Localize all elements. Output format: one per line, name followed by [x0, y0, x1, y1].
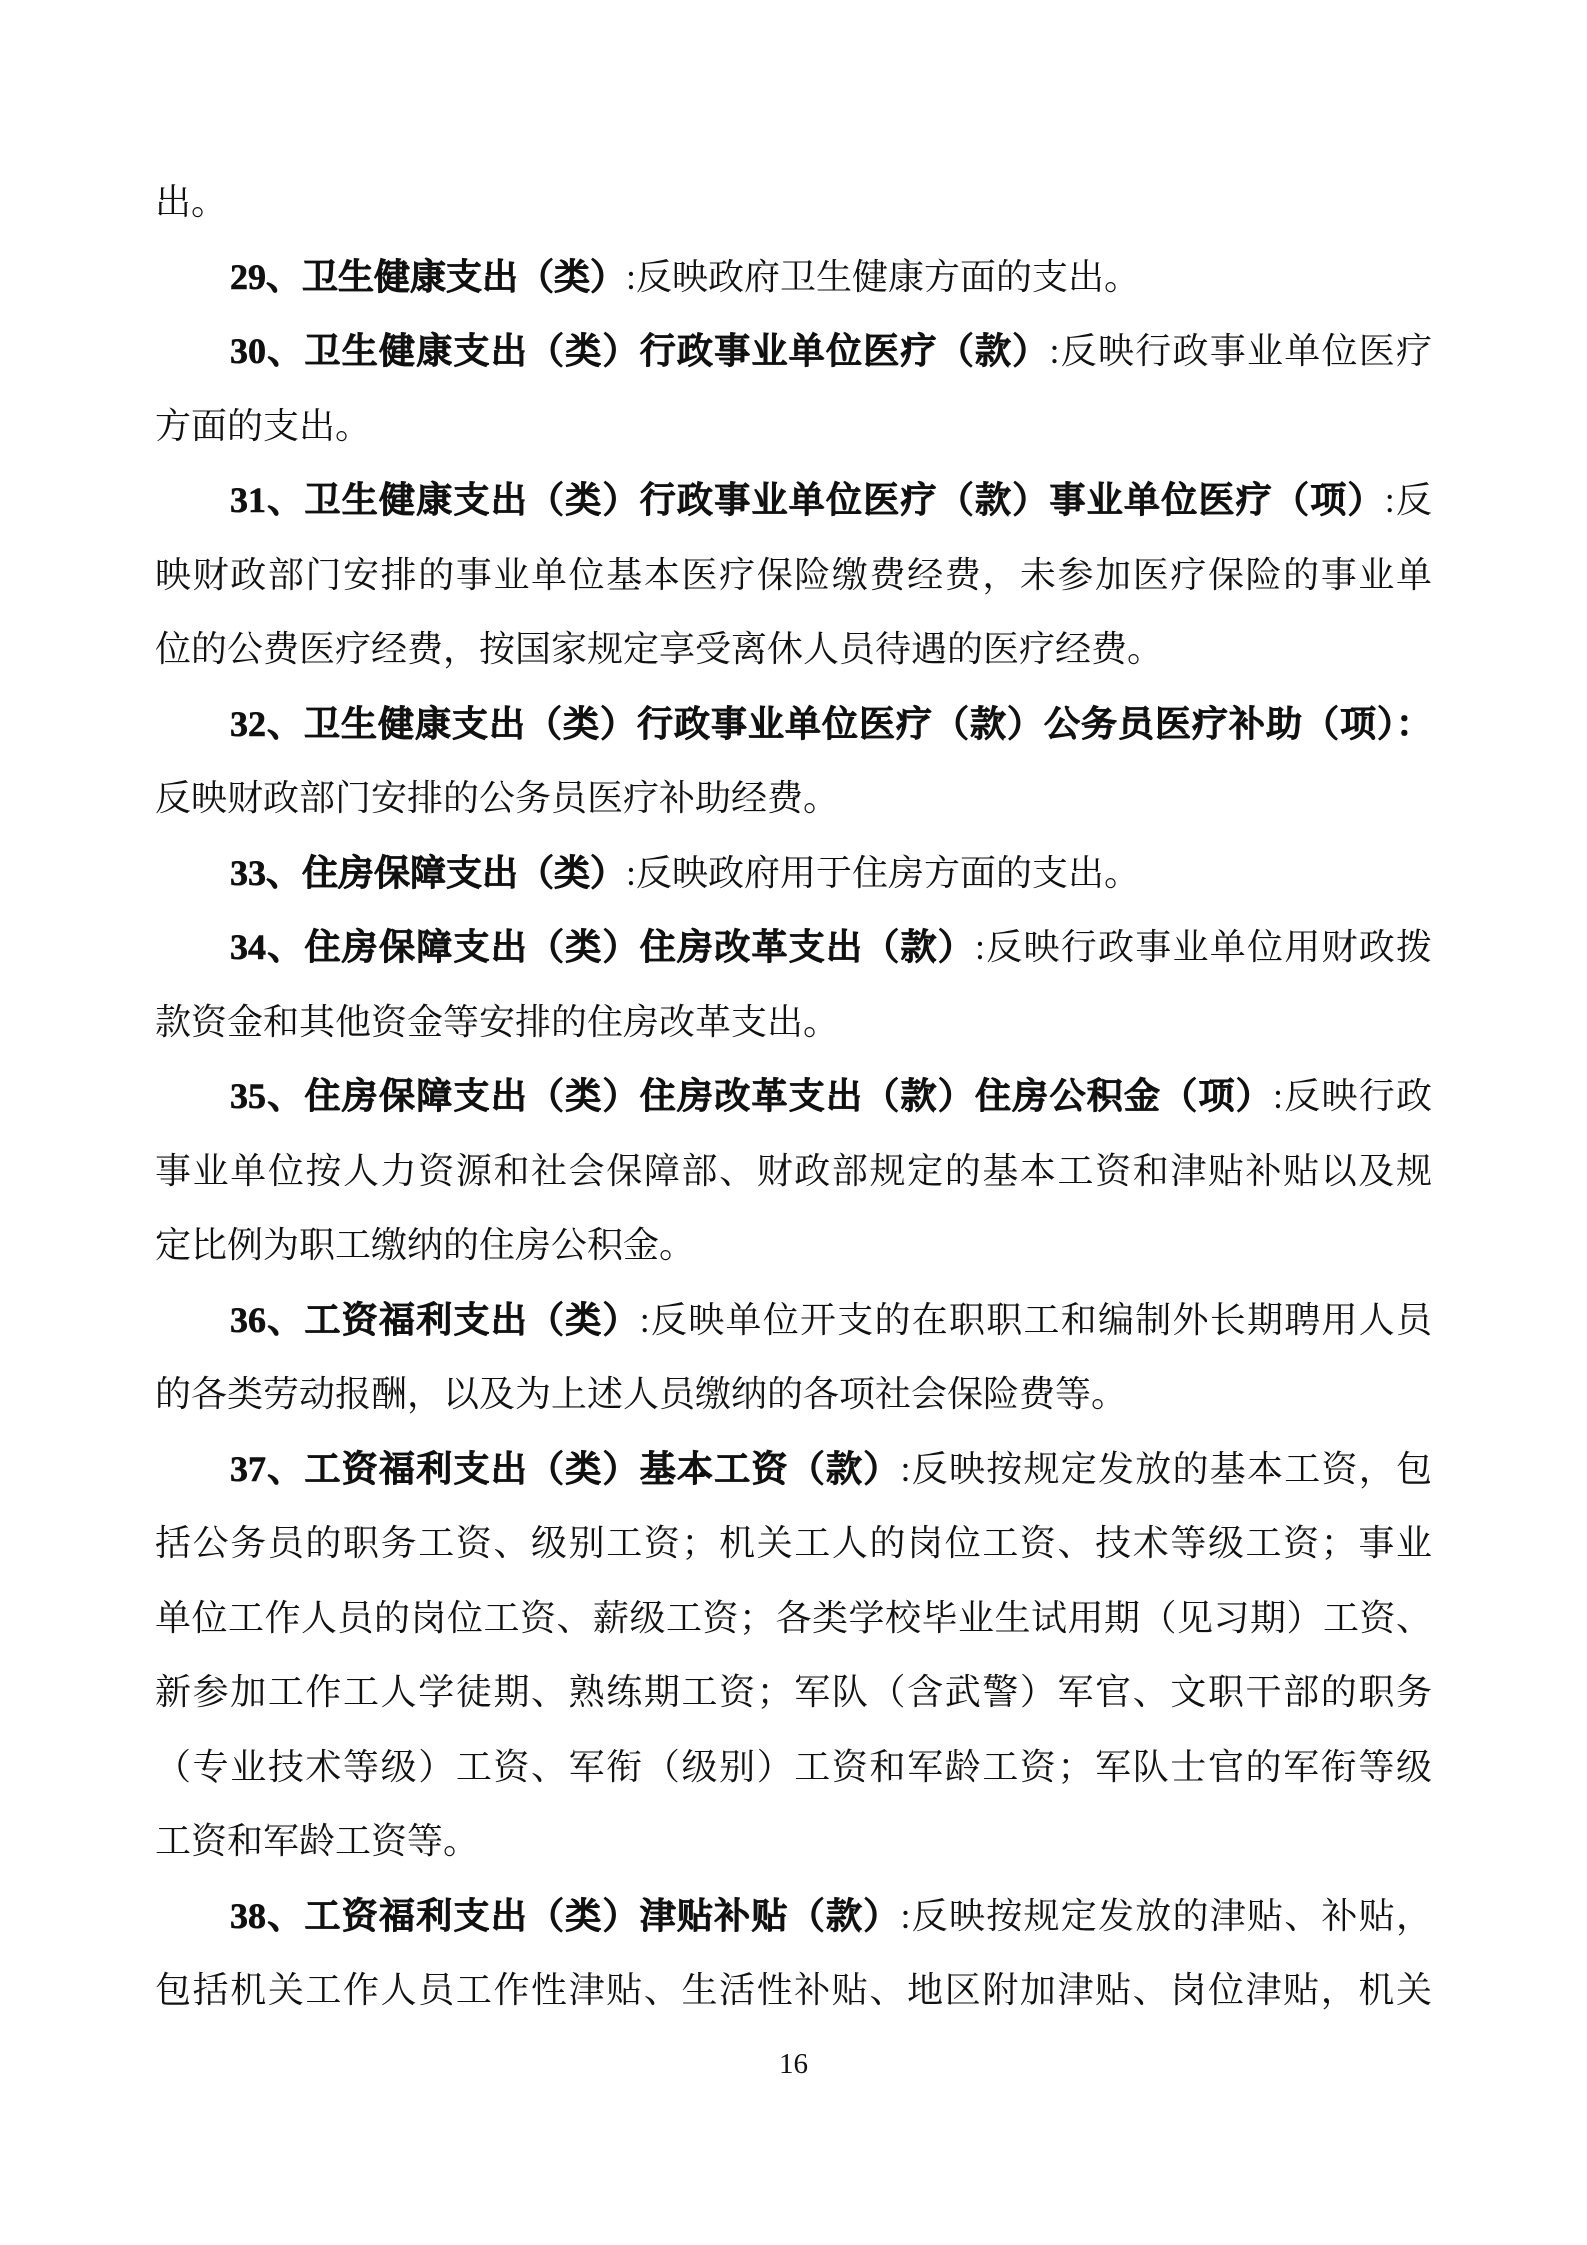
text-segment: 的各类劳动报酬，以及为上述人员缴纳的各项社会保险费等。 [155, 1374, 1128, 1414]
document-text [155, 165, 1432, 2028]
text-segment: 款资金和其他资金等安排的住房改革支出。 [155, 1001, 840, 1042]
text-segment: :反映单位开支的在职职工和编制外长期聘用人员 [639, 1299, 1432, 1340]
text-segment: 事业单位按人力资源和社会保障部、财政部规定的基本工资和津贴补贴以及规 [155, 1150, 1432, 1191]
text-segment-bold: 30、卫生健康支出（类）行政事业单位医疗（款） [230, 331, 1050, 371]
text-line [155, 910, 1432, 985]
text-line [155, 1581, 1432, 1656]
text-line [155, 1953, 1432, 2028]
text-segment: 单位工作人员的岗位工资、薪级工资；各类学校毕业生试用期（见习期）工资、 [155, 1597, 1432, 1638]
text-segment-bold: 29、卫生健康支出（类） [230, 256, 627, 297]
text-line [155, 1879, 1432, 1954]
text-segment-bold: 31、卫生健康支出（类）行政事业单位医疗（款）事业单位医疗（项） [230, 480, 1385, 520]
text-segment: :反映行政事业单位医疗 [1049, 331, 1432, 371]
text-line [155, 1804, 1432, 1879]
text-line [155, 240, 1432, 315]
text-line [155, 1506, 1432, 1581]
text-segment: :反映按规定发放的基本工资，包 [900, 1448, 1432, 1489]
text-segment: 方面的支出。 [155, 405, 372, 446]
text-line [155, 1357, 1432, 1432]
text-segment: 反映财政部门安排的公务员医疗补助经费。 [155, 778, 840, 818]
text-segment: :反映政府卫生健康方面的支出。 [626, 256, 1141, 297]
text-segment: 工资和军龄工资等。 [155, 1821, 480, 1861]
text-line [155, 1283, 1432, 1358]
text-segment: 出。 [155, 182, 228, 222]
text-segment: 括公务员的职务工资、级别工资；机关工人的岗位工资、技术等级工资；事业 [155, 1523, 1432, 1563]
text-segment: 新参加工作工人学徒期、熟练期工资；军队（含武警）军官、文职干部的职务 [155, 1672, 1432, 1712]
text-line [155, 314, 1432, 389]
text-segment-bold: 38、工资福利支出（类）津贴补贴（款） [230, 1895, 901, 1936]
text-line [155, 165, 1432, 240]
text-line [155, 761, 1432, 836]
text-segment-bold: 36、工资福利支出（类） [230, 1299, 640, 1340]
text-line [155, 1730, 1432, 1805]
text-segment: :反 [1384, 480, 1432, 520]
text-line [155, 1134, 1432, 1209]
text-segment-bold: 32、卫生健康支出（类）行政事业单位医疗（款）公务员医疗补助（项）： [230, 703, 1432, 744]
text-line [155, 389, 1432, 464]
text-line [155, 538, 1432, 613]
text-line [155, 1432, 1432, 1507]
text-line [155, 1208, 1432, 1283]
text-segment: 映财政部门安排的事业单位基本医疗保险缴费经费，未参加医疗保险的事业单 [155, 554, 1432, 595]
text-segment: 包括机关工作人员工作性津贴、生活性补贴、地区附加津贴、岗位津贴，机关 [155, 1970, 1432, 2010]
text-segment: （专业技术等级）工资、军衔（级别）工资和军龄工资；军队士官的军衔等级 [155, 1746, 1432, 1787]
text-segment: 定比例为职工缴纳的住房公积金。 [155, 1225, 696, 1265]
text-segment: :反映行政 [1272, 1076, 1432, 1116]
page-number: 16 [779, 2048, 808, 2080]
page-footer [155, 2027, 1432, 2102]
text-segment-bold: 33、住房保障支出（类） [230, 852, 627, 893]
text-line [155, 1059, 1432, 1134]
text-segment: :反映行政事业单位用财政拨 [974, 927, 1432, 967]
text-line [155, 463, 1432, 538]
text-segment-bold: 37、工资福利支出（类）基本工资（款） [230, 1448, 901, 1489]
text-line [155, 612, 1432, 687]
text-segment: :反映政府用于住房方面的支出。 [626, 852, 1141, 893]
text-segment: :反映按规定发放的津贴、补贴， [900, 1895, 1432, 1936]
text-segment-bold: 34、住房保障支出（类）住房改革支出（款） [230, 927, 975, 967]
text-line [155, 836, 1432, 911]
text-line [155, 1655, 1432, 1730]
text-segment: 位的公费医疗经费，按国家规定享受离休人员待遇的医疗经费。 [155, 629, 1164, 669]
text-line [155, 687, 1432, 762]
text-line [155, 985, 1432, 1060]
text-segment-bold: 35、住房保障支出（类）住房改革支出（款）住房公积金（项） [230, 1076, 1273, 1116]
